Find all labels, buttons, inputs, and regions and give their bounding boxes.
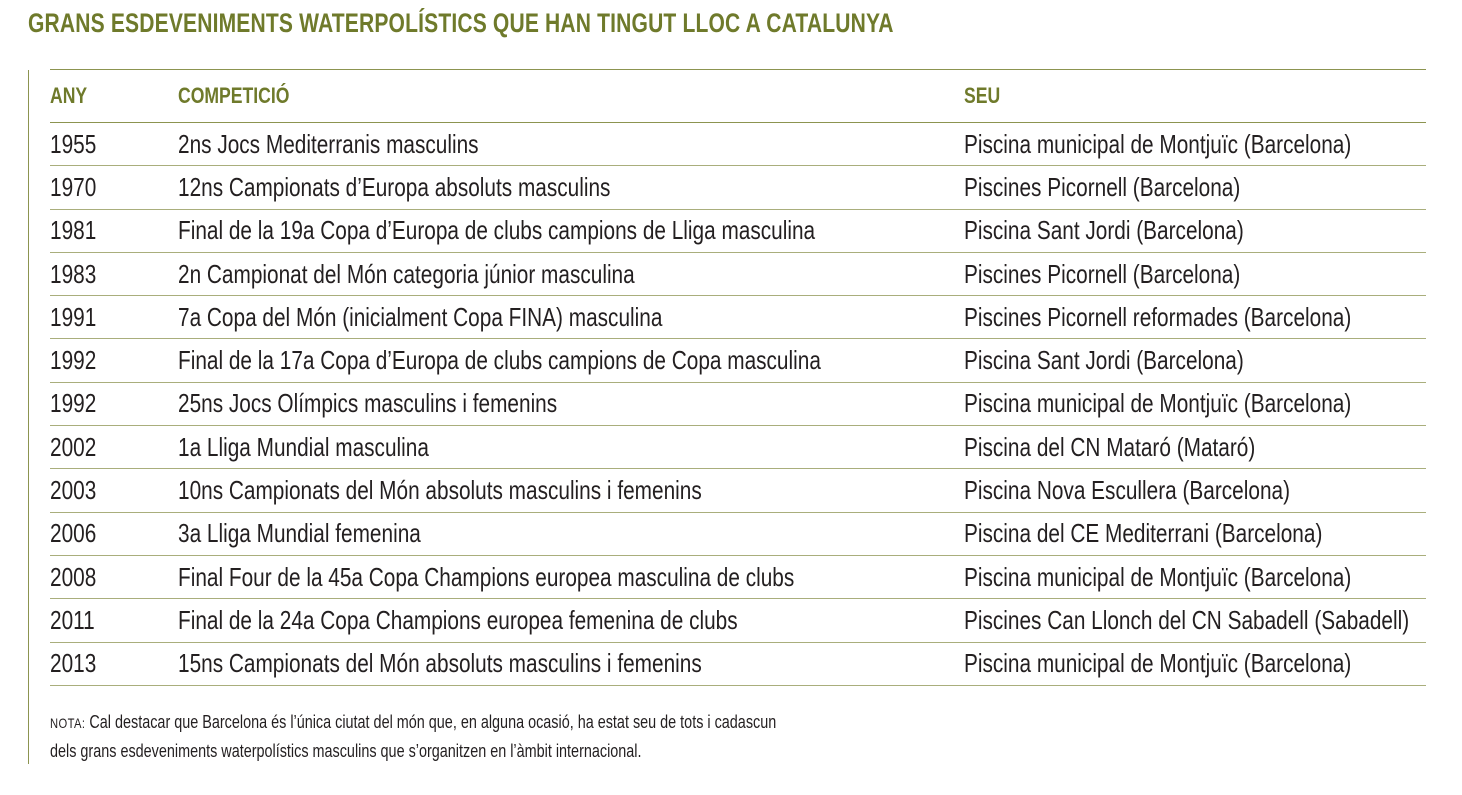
venue-cell bbox=[964, 556, 1448, 598]
venue-cell bbox=[964, 513, 1412, 555]
year-cell bbox=[50, 599, 106, 641]
venue-cell-text: Piscina municipal de Montjuïc (Barcelona) bbox=[964, 388, 1352, 419]
competition-cell bbox=[178, 339, 982, 381]
competition-cell-text: Final Four de la 45a Copa Champions europea masculina de clubs bbox=[178, 561, 795, 592]
year-cell bbox=[50, 426, 108, 468]
year-cell-text: 1992 bbox=[50, 388, 97, 419]
competition-cell bbox=[178, 210, 974, 252]
header-year bbox=[50, 70, 96, 122]
year-cell-text: 1983 bbox=[50, 258, 97, 289]
competition-cell-text: 2n Campionat del Món categoria júnior masculina bbox=[178, 258, 635, 289]
venue-cell-text: Piscina municipal de Montjuïc (Barcelona) bbox=[964, 561, 1352, 592]
year-cell bbox=[50, 339, 108, 381]
venue-cell-text: Piscina del CN Mataró (Mataró) bbox=[964, 431, 1256, 462]
year-cell bbox=[50, 166, 108, 208]
table-header bbox=[50, 70, 1426, 123]
venue-cell bbox=[964, 469, 1372, 511]
year-cell-text: 2002 bbox=[50, 431, 97, 462]
competition-cell-text: 2ns Jocs Mediterranis masculins bbox=[178, 128, 479, 159]
year-cell-text: 2006 bbox=[50, 518, 97, 549]
table-row bbox=[50, 339, 1426, 382]
left-rule bbox=[28, 70, 29, 764]
venue-cell bbox=[964, 166, 1309, 208]
competition-cell bbox=[178, 556, 948, 598]
year-cell bbox=[50, 469, 108, 511]
table-title: GRANS ESDEVENIMENTS WATERPOLÍSTICS QUE HAN TINGUT LLOC A CATALUNYA bbox=[28, 8, 894, 38]
venue-cell bbox=[964, 296, 1448, 338]
year-cell bbox=[50, 253, 108, 295]
year-cell bbox=[50, 643, 108, 685]
table-body bbox=[50, 123, 1426, 686]
competition-cell bbox=[178, 426, 492, 468]
venue-cell-text: Piscina municipal de Montjuïc (Barcelona) bbox=[964, 648, 1352, 679]
venue-cell-text: Piscina del CE Mediterrani (Barcelona) bbox=[964, 518, 1323, 549]
footnote-line-1 bbox=[50, 708, 776, 737]
competition-cell bbox=[178, 469, 833, 511]
header-venue bbox=[964, 70, 1009, 122]
year-cell-text: 2011 bbox=[50, 604, 95, 635]
venue-cell-text: Piscines Picornell (Barcelona) bbox=[964, 171, 1241, 202]
venue-cell bbox=[964, 339, 1314, 381]
footnote-label: NOTA: bbox=[50, 715, 86, 731]
competition-cell-text: Final de la 24a Copa Champions europea femenina de clubs bbox=[178, 604, 738, 635]
competition-cell bbox=[178, 513, 482, 555]
competition-cell bbox=[178, 296, 784, 338]
competition-cell bbox=[178, 383, 652, 425]
events-table bbox=[50, 69, 1426, 686]
year-cell bbox=[50, 383, 108, 425]
year-cell-text: 1992 bbox=[50, 345, 97, 376]
header-year-label: ANY bbox=[50, 83, 88, 108]
competition-cell-text: 3a Lliga Mundial femenina bbox=[178, 518, 421, 549]
year-cell bbox=[50, 123, 108, 165]
venue-cell-text: Piscina Nova Escullera (Barcelona) bbox=[964, 475, 1291, 506]
venue-cell bbox=[964, 253, 1309, 295]
table-row bbox=[50, 296, 1426, 339]
table-row bbox=[50, 210, 1426, 253]
year-cell-text: 2013 bbox=[50, 648, 97, 679]
competition-cell-text: 15ns Campionats del Món absoluts masculins i femenins bbox=[178, 648, 702, 679]
venue-cell bbox=[964, 643, 1448, 685]
footnote bbox=[50, 708, 776, 765]
competition-cell-text: 10ns Campionats del Món absoluts masculins i femenins bbox=[178, 475, 702, 506]
competition-cell-text: 12ns Campionats d’Europa absoluts masculins bbox=[178, 171, 611, 202]
venue-cell-text: Piscines Picornell (Barcelona) bbox=[964, 258, 1241, 289]
year-cell bbox=[50, 556, 108, 598]
year-cell-text: 1970 bbox=[50, 171, 97, 202]
venue-cell-text: Piscina municipal de Montjuïc (Barcelona) bbox=[964, 128, 1352, 159]
year-cell-text: 1981 bbox=[50, 215, 97, 246]
venue-cell bbox=[964, 383, 1448, 425]
footnote-text-2: dels grans esdeveniments waterpolístics masculins que s’organitzen en l’àmbit internacional. bbox=[50, 741, 642, 761]
table-row bbox=[50, 166, 1426, 209]
year-cell-text: 1955 bbox=[50, 128, 97, 159]
competition-cell-text: Final de la 17a Copa d’Europa de clubs campions de Copa masculina bbox=[178, 345, 821, 376]
venue-cell bbox=[964, 599, 1462, 641]
venue-cell bbox=[964, 426, 1328, 468]
competition-cell bbox=[178, 166, 719, 208]
venue-cell bbox=[964, 123, 1448, 165]
venue-cell-text: Piscines Can Llonch del CN Sabadell (Sabadell) bbox=[964, 604, 1410, 635]
competition-cell-text: Final de la 19a Copa d’Europa de clubs campions de Lliga masculina bbox=[178, 215, 816, 246]
header-competition-label: COMPETICIÓ bbox=[178, 83, 290, 108]
table-row bbox=[50, 513, 1426, 556]
competition-cell bbox=[178, 643, 833, 685]
venue-cell-text: Piscina Sant Jordi (Barcelona) bbox=[964, 215, 1244, 246]
header-competition bbox=[178, 70, 317, 122]
year-cell-text: 1991 bbox=[50, 301, 97, 332]
year-cell bbox=[50, 296, 108, 338]
year-cell-text: 2008 bbox=[50, 561, 97, 592]
year-cell bbox=[50, 513, 108, 555]
competition-cell bbox=[178, 253, 749, 295]
table-row bbox=[50, 383, 1426, 426]
competition-cell-text: 1a Lliga Mundial masculina bbox=[178, 431, 429, 462]
competition-cell-text: 7a Copa del Món (inicialment Copa FINA) masculina bbox=[178, 301, 663, 332]
table-row bbox=[50, 643, 1426, 686]
table-row bbox=[50, 469, 1426, 512]
table-row bbox=[50, 599, 1426, 642]
competition-cell bbox=[178, 123, 554, 165]
year-cell-text: 2003 bbox=[50, 475, 97, 506]
competition-cell-text: 25ns Jocs Olímpics masculins i femenins bbox=[178, 388, 558, 419]
competition-cell bbox=[178, 599, 878, 641]
venue-cell-text: Piscina Sant Jordi (Barcelona) bbox=[964, 345, 1244, 376]
header-venue-label: SEU bbox=[964, 83, 1001, 108]
year-cell bbox=[50, 210, 108, 252]
venue-cell-text: Piscines Picornell reformades (Barcelona) bbox=[964, 301, 1352, 332]
table-row bbox=[50, 253, 1426, 296]
table-row bbox=[50, 426, 1426, 469]
footnote-text-1: Cal destacar que Barcelona és l’única ciutat del món que, en alguna ocasió, ha estat seu de tots i cadascun bbox=[85, 712, 777, 732]
table-row bbox=[50, 123, 1426, 166]
table-row bbox=[50, 556, 1426, 599]
venue-cell bbox=[964, 210, 1314, 252]
